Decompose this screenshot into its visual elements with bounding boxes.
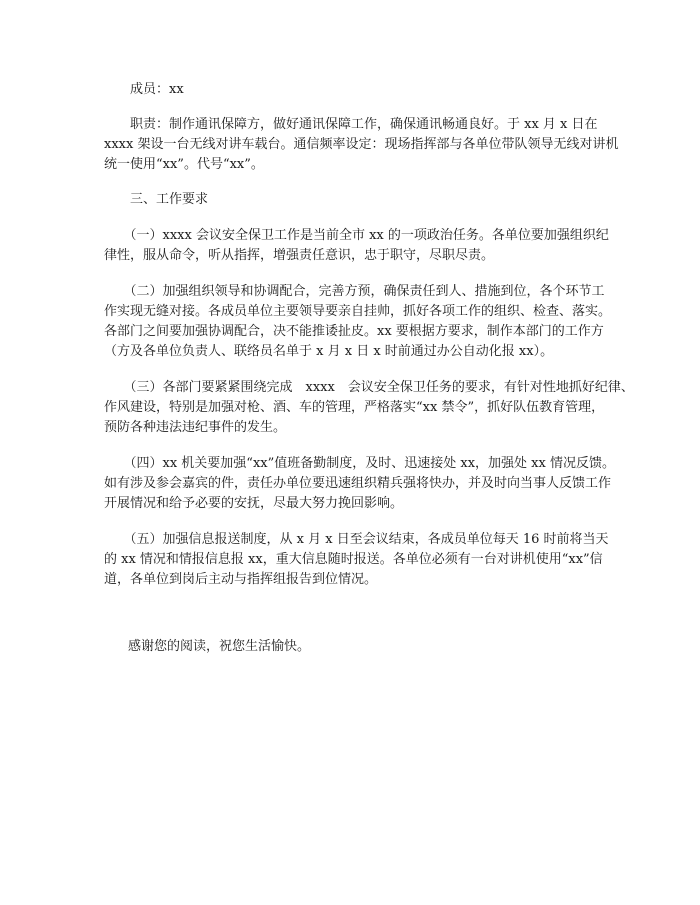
section-title: 三、工作要求 — [130, 192, 209, 207]
item-line: （三）各部门要紧紧围绕完成 xxxx 会议安全保卫任务的要求，有针对性地抓好纪律、 — [104, 380, 634, 395]
item-line: （五）加强信息报送制度，从 x 月 x 日至会议结束，各成员单位每天 16 时前将当天 — [104, 532, 609, 547]
item-line: 作实现无缝对接。各成员单位主要领导要亲自挂帅，抓好各项工作的组织、检查、落实。 — [104, 304, 612, 319]
item-line: 作风建设，特别是加强对枪、酒、车的管理，严格落实“xx 禁令”，抓好队伍教育管理， — [104, 400, 605, 415]
item-line: 预防各种违法违纪事件的发生。 — [104, 420, 287, 435]
item-line: （一）xxxx 会议安全保卫工作是当前全市 xx 的一项政治任务。各单位要加强组织纪 — [104, 228, 609, 243]
item-line: 的 xx 情况和情报信息报 xx，重大信息随时报送。各单位必须有一台对讲机使用“xx”信 — [104, 552, 603, 567]
item-line: 各部门之间要加强协调配合，决不能推诿扯皮。xx 要根据方要求，制作本部门的工作方 — [104, 324, 604, 339]
item-line: （方及各单位负责人、联络员名单于 x 月 x 日 x 时前通过办公自动化报 xx）。 — [104, 344, 554, 359]
item-line: （四）xx 机关要加强“xx”值班备勤制度，及时、迅速接处 xx，加强处 xx 情况反馈。 — [104, 456, 615, 471]
item-line: 律性，服从命令，听从指挥，增强责任意识，忠于职守，尽职尽责。 — [104, 248, 495, 263]
item-line: （二）加强组织领导和协调配合，完善方预，确保责任到人、措施到位，各个环节工 — [104, 284, 605, 299]
duty-line: 职责：制作通讯保障方，做好通讯保障工作，确保通讯畅通良好。于 xx 月 x 日在 — [104, 117, 598, 132]
item-line: 开展情况和给予必要的安抚，尽最大努力挽回影响。 — [104, 496, 404, 511]
requirement-item-3 — [104, 378, 634, 438]
item-line: 如有涉及参会嘉宾的件，责任办单位要迅速组织精兵强将快办，并及时向当事人反馈工作 — [104, 476, 612, 491]
requirement-item-4 — [104, 454, 615, 514]
requirement-item-2 — [104, 282, 612, 362]
requirement-item-1 — [104, 226, 609, 266]
duty-paragraph — [104, 115, 619, 175]
closing-line: 感谢您的阅读，祝您生活愉快。 — [128, 639, 311, 654]
item-line: 道，各单位到岗后主动与指挥组报告到位情况。 — [104, 572, 378, 587]
duty-line: xxxx 架设一台无线对讲车载台。通信频率设定：现场指挥部与各单位带队领导无线对讲机 — [104, 137, 619, 152]
requirement-item-5 — [104, 530, 609, 590]
members-line: 成员：xx — [130, 82, 184, 97]
document-body — [104, 80, 634, 606]
duty-line: 统一使用“xx”。代号“xx”。 — [104, 157, 264, 172]
